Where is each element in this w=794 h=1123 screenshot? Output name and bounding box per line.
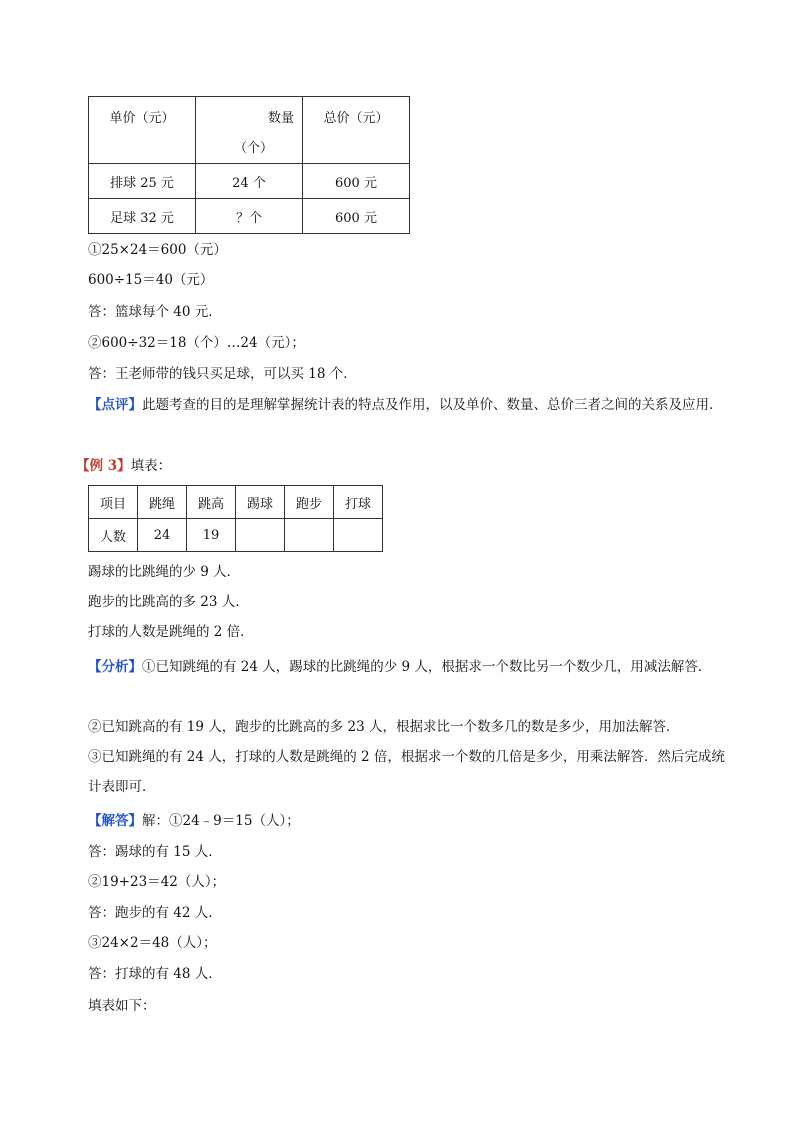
header-cell: 跑步 bbox=[285, 486, 334, 519]
header-cell: 跳绳 bbox=[138, 486, 187, 519]
text-line: 答：踢球的有 15 人． bbox=[88, 844, 222, 860]
text-line: ③24×2＝48（人）； bbox=[88, 935, 217, 951]
example-tag: 【例 3】 bbox=[76, 458, 131, 474]
price-table bbox=[88, 96, 410, 234]
header-cell: 打球 bbox=[334, 486, 383, 519]
table-row bbox=[89, 199, 410, 234]
activity-table bbox=[88, 485, 383, 552]
table-row bbox=[89, 519, 383, 552]
text-line: 踢球的比跳绳的少 9 人． bbox=[88, 564, 241, 580]
text-line: ①25×24＝600（元） bbox=[88, 242, 227, 258]
table-cell: 24 bbox=[138, 519, 187, 552]
header-cell: 跳高 bbox=[187, 486, 236, 519]
text-line: 答：篮球每个 40 元． bbox=[88, 304, 222, 320]
table-cell: 人数 bbox=[89, 519, 138, 552]
table-cell: 600 元 bbox=[303, 199, 410, 234]
analysis-paragraph: ②已知跳高的有 19 人，跑步的比跳高的多 23 人，根据求比一个数多几的数是多少，用加法解答． bbox=[88, 719, 680, 735]
header-cell: 单价（元） bbox=[89, 97, 196, 164]
table-cell: 19 bbox=[187, 519, 236, 552]
answer-line: 【解答】解：①24﹣9＝15（人）； bbox=[88, 813, 300, 829]
text-line: ②19+23＝42（人）； bbox=[88, 874, 226, 890]
text-line: ②600÷32＝18（个）…24（元）； bbox=[88, 335, 305, 351]
table-cell: 24 个 bbox=[196, 164, 303, 199]
review-tag: 【点评】 bbox=[88, 397, 142, 413]
header-cell: 踢球 bbox=[236, 486, 285, 519]
header-cell: 项目 bbox=[89, 486, 138, 519]
text-line: 答：打球的有 48 人． bbox=[88, 966, 222, 982]
text-line: 跑步的比跳高的多 23 人． bbox=[88, 594, 249, 610]
table-header-row bbox=[89, 97, 410, 164]
analysis-paragraph: 【分析】①已知跳绳的有 24 人，踢球的比跳绳的少 9 人，根据求一个数比另一个数少几，用减法解答． bbox=[88, 659, 712, 675]
table-cell: 排球 25 元 bbox=[89, 164, 196, 199]
table-cell: 足球 32 元 bbox=[89, 199, 196, 234]
table-cell bbox=[236, 519, 285, 552]
table-cell bbox=[285, 519, 334, 552]
table-cell: ？个 bbox=[196, 199, 303, 234]
text-line: 600÷15＝40（元） bbox=[88, 272, 214, 288]
analysis-paragraph: ③已知跳绳的有 24 人，打球的人数是跳绳的 2 倍，根据求一个数的几倍是多少，用乘法解答．然后完成统计表即可． bbox=[88, 749, 725, 795]
text-line: 填表如下： bbox=[88, 998, 156, 1014]
text-line: 答：王老师带的钱只买足球，可以买 18 个． bbox=[88, 366, 357, 382]
text-line: 答：跑步的有 42 人． bbox=[88, 905, 222, 921]
answer-tag: 【解答】 bbox=[88, 813, 142, 829]
header-cell: 数量 （个） bbox=[196, 97, 303, 164]
header-cell: 总价（元） bbox=[303, 97, 410, 164]
analysis-tag: 【分析】 bbox=[88, 659, 142, 675]
example-heading: 【例 3】填表： bbox=[76, 458, 172, 474]
text-line: 打球的人数是跳绳的 2 倍． bbox=[88, 624, 254, 640]
review-paragraph: 【点评】此题考查的目的是理解掌握统计表的特点及作用，以及单价、数量、总价三者之间的关系及应用． bbox=[88, 397, 723, 413]
table-row bbox=[89, 164, 410, 199]
table-cell bbox=[334, 519, 383, 552]
table-header-row bbox=[89, 486, 383, 519]
table-cell: 600 元 bbox=[303, 164, 410, 199]
